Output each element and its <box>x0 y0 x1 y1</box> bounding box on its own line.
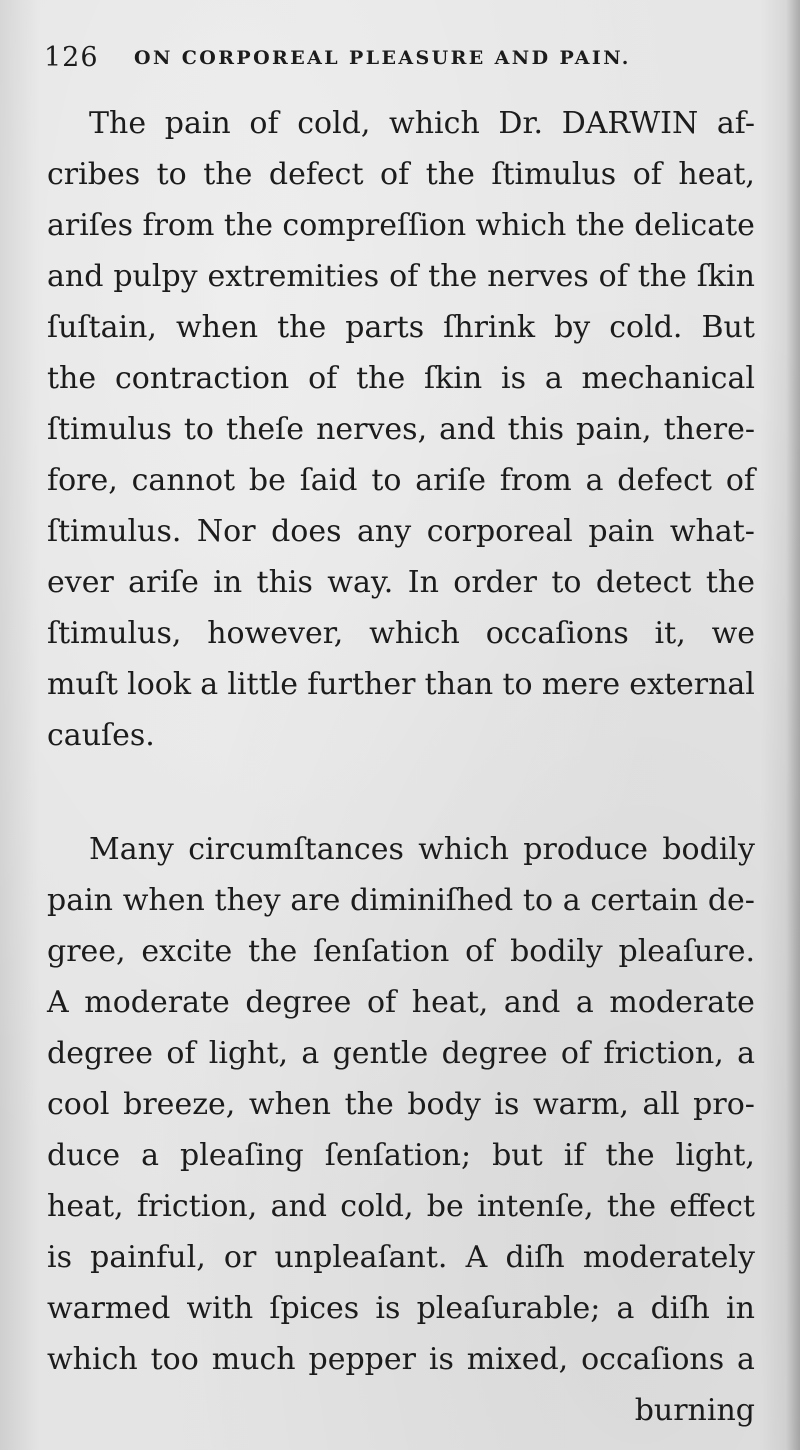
word: nerves, <box>316 412 428 447</box>
word: bodily <box>662 832 755 867</box>
word: a <box>200 667 219 702</box>
word: but <box>492 1138 543 1173</box>
word: A <box>47 985 69 1020</box>
word: the <box>605 1138 655 1173</box>
word: are <box>290 883 341 918</box>
word: effect <box>669 1189 755 1224</box>
word: which <box>475 208 567 243</box>
word: unpleaſant. <box>274 1240 448 1275</box>
page-number: 126 <box>44 42 99 73</box>
word: is <box>47 1240 72 1275</box>
word: pleaſurable; <box>416 1291 601 1326</box>
word: pain, <box>576 412 652 447</box>
text-line <box>47 824 755 875</box>
word: a <box>575 985 594 1020</box>
word: a <box>585 463 604 498</box>
text-line <box>47 659 755 710</box>
word: ſkin <box>696 259 755 294</box>
paragraph-gap <box>47 761 755 824</box>
word: too <box>150 1342 199 1377</box>
word: of <box>725 463 755 498</box>
word: ſenſation <box>313 934 450 969</box>
word: of <box>308 361 338 396</box>
word: painful, <box>90 1240 206 1275</box>
word: is <box>375 1291 401 1326</box>
word: cribes <box>47 157 141 192</box>
word: ſhrink <box>443 310 536 345</box>
word: in <box>213 565 243 600</box>
word: of <box>560 1036 591 1071</box>
word: the <box>637 259 687 294</box>
running-head: ON CORPOREAL PLEASURE AND PAIN. <box>134 47 631 69</box>
word: degree <box>245 985 352 1020</box>
word: extremities <box>207 259 380 294</box>
word: the <box>248 934 298 969</box>
word: to <box>502 667 533 702</box>
word: this <box>256 565 313 600</box>
word: the <box>223 208 273 243</box>
word: pepper <box>308 1342 416 1377</box>
word: diminiſhed <box>350 883 514 918</box>
word: ſkin <box>424 361 483 396</box>
word: cold, <box>297 106 371 141</box>
word: of <box>166 1036 196 1071</box>
word: warmed <box>47 1291 171 1326</box>
word: than <box>424 667 494 702</box>
word: and <box>503 985 561 1020</box>
word: defect <box>617 463 712 498</box>
word: this <box>507 412 564 447</box>
text-line <box>47 1334 755 1385</box>
word: does <box>271 514 342 549</box>
word: the <box>425 157 475 192</box>
word: of <box>366 985 397 1020</box>
word: ſtimulus <box>47 412 172 447</box>
word: little <box>227 667 298 702</box>
word: further <box>307 667 416 702</box>
word: a <box>737 1036 755 1071</box>
word: a <box>301 1036 320 1071</box>
word: pro- <box>693 1087 755 1122</box>
word: the <box>575 208 625 243</box>
word: the <box>277 310 327 345</box>
word: to <box>522 883 554 918</box>
word: theſe <box>226 412 305 447</box>
text-line <box>47 302 755 353</box>
word: DARWIN <box>561 106 699 141</box>
word: mechanical <box>581 361 755 396</box>
word: in <box>726 1291 755 1326</box>
word: nerves <box>487 259 589 294</box>
word: all <box>642 1087 680 1122</box>
word: to <box>551 565 582 600</box>
word: In <box>407 565 439 600</box>
word: cool <box>47 1087 110 1122</box>
word: of <box>389 259 419 294</box>
word: warm, <box>532 1087 629 1122</box>
word: muſt <box>47 667 118 702</box>
word: and <box>439 412 496 447</box>
word: which <box>418 832 509 867</box>
word: when <box>122 883 205 918</box>
word: Many <box>89 832 174 867</box>
word: is <box>501 361 527 396</box>
word: the <box>705 565 755 600</box>
word: the <box>356 361 406 396</box>
body-text <box>47 98 755 1436</box>
word: moderate <box>609 985 755 1020</box>
word: they <box>214 883 281 918</box>
word: from <box>142 208 215 243</box>
word: body <box>407 1087 481 1122</box>
word: pain <box>588 514 655 549</box>
word: ſtimulus <box>491 157 617 192</box>
word: and <box>270 1189 327 1224</box>
word: the <box>428 259 478 294</box>
word: de- <box>707 883 755 918</box>
text-line <box>47 1130 755 1181</box>
word: much <box>211 1342 296 1377</box>
word: cold. <box>609 310 683 345</box>
word: with <box>186 1291 254 1326</box>
text-line <box>47 1232 755 1283</box>
word: pleaſing <box>180 1138 304 1173</box>
word: friction, <box>603 1036 724 1071</box>
word: fore, <box>47 463 118 498</box>
word: to <box>183 412 214 447</box>
text-line <box>47 1181 755 1232</box>
word: ariſe <box>415 463 486 498</box>
page-header <box>44 42 744 82</box>
word: moderately <box>582 1240 755 1275</box>
word: the <box>344 1087 394 1122</box>
text-line <box>47 557 755 608</box>
word: we <box>711 616 755 651</box>
word: breeze, <box>123 1087 236 1122</box>
text-line <box>47 1283 755 1334</box>
word: any <box>357 514 412 549</box>
word: when <box>248 1087 331 1122</box>
word: bodily <box>510 934 603 969</box>
word: of <box>598 259 628 294</box>
word: is <box>494 1087 520 1122</box>
word: a <box>544 361 563 396</box>
word: degree <box>47 1036 154 1071</box>
text-line <box>47 149 755 200</box>
word: a <box>737 1342 755 1377</box>
word: of <box>465 934 495 969</box>
word: mere <box>541 667 621 702</box>
word: pain <box>47 883 114 918</box>
word: pleaſure. <box>618 934 755 969</box>
word: The <box>89 106 147 141</box>
text-line <box>47 608 755 659</box>
word: be <box>426 1189 464 1224</box>
word: ariſe <box>128 565 199 600</box>
word: heat, <box>678 157 755 192</box>
word: contraction <box>114 361 290 396</box>
word: there- <box>663 412 755 447</box>
word: the <box>606 1189 656 1224</box>
word: degree <box>441 1036 548 1071</box>
text-line <box>47 977 755 1028</box>
word: intenſe, <box>477 1189 594 1224</box>
text-line <box>47 200 755 251</box>
word: ſtimulus, <box>47 616 182 651</box>
word: if <box>563 1138 585 1173</box>
word: light, <box>208 1036 289 1071</box>
word: occaſions <box>581 1342 725 1377</box>
text-line <box>47 98 755 149</box>
word: mixed, <box>466 1342 569 1377</box>
word: diſh <box>650 1291 710 1326</box>
paragraph-2 <box>47 824 755 1385</box>
word: cold, <box>340 1189 414 1224</box>
text-line <box>47 1028 755 1079</box>
word: cannot <box>131 463 236 498</box>
word: ariſes <box>47 208 134 243</box>
word: and <box>47 259 104 294</box>
word: But <box>701 310 755 345</box>
word: delicate <box>634 208 755 243</box>
word: to <box>371 463 402 498</box>
word: is <box>428 1342 454 1377</box>
word: light, <box>675 1138 755 1173</box>
word: corporeal <box>426 514 573 549</box>
word: Dr. <box>498 106 544 141</box>
word: occaſions <box>485 616 629 651</box>
word: gentle <box>332 1036 429 1071</box>
word: which <box>389 106 480 141</box>
word: certain <box>590 883 699 918</box>
word: pain <box>164 106 231 141</box>
word: a <box>141 1138 160 1173</box>
word: produce <box>523 832 648 867</box>
word: however, <box>207 616 344 651</box>
paragraph-1 <box>47 98 755 761</box>
word: heat, <box>411 985 489 1020</box>
text-line <box>47 404 755 455</box>
word: duce <box>47 1138 121 1173</box>
text-line-last: cauſes. <box>47 718 155 753</box>
word: ſenſation; <box>324 1138 472 1173</box>
word: friction, <box>136 1189 258 1224</box>
catchword: burning <box>634 1393 755 1428</box>
word: to <box>156 157 187 192</box>
word: Nor <box>196 514 256 549</box>
word: parts <box>345 310 425 345</box>
text-line <box>47 251 755 302</box>
word: it, <box>654 616 686 651</box>
text-line <box>47 926 755 977</box>
word: ſpices <box>269 1291 360 1326</box>
word: be <box>248 463 286 498</box>
word: defect <box>268 157 364 192</box>
word: which <box>47 1342 138 1377</box>
word: the <box>203 157 253 192</box>
word: from <box>499 463 572 498</box>
word: circumſtances <box>188 832 404 867</box>
word: external <box>629 667 755 702</box>
text-line <box>47 875 755 926</box>
word: by <box>554 310 591 345</box>
text-line <box>47 1079 755 1130</box>
word: af- <box>716 106 755 141</box>
word: pulpy <box>113 259 198 294</box>
word: moderate <box>84 985 230 1020</box>
text-line <box>47 506 755 557</box>
word: excite <box>141 934 233 969</box>
word: ſtimulus. <box>47 514 182 549</box>
word: when <box>175 310 259 345</box>
word: ſuſtain, <box>47 310 157 345</box>
word: gree, <box>47 934 126 969</box>
word: of <box>249 106 279 141</box>
word: detect <box>595 565 692 600</box>
word: ever <box>47 565 114 600</box>
word: what- <box>669 514 755 549</box>
page-edge-shadow <box>786 0 800 1450</box>
word: ſaid <box>299 463 358 498</box>
word: diſh <box>505 1240 565 1275</box>
word: the <box>47 361 97 396</box>
word: A <box>465 1240 488 1275</box>
word: order <box>453 565 537 600</box>
word: way. <box>327 565 394 600</box>
text-line <box>47 455 755 506</box>
word: a <box>562 883 581 918</box>
word: which <box>369 616 460 651</box>
word: a <box>616 1291 635 1326</box>
word: compreſſion <box>282 208 467 243</box>
word: look <box>127 667 192 702</box>
word: heat, <box>47 1189 124 1224</box>
word: or <box>223 1240 257 1275</box>
word: of <box>632 157 662 192</box>
word: of <box>380 157 410 192</box>
text-line <box>47 353 755 404</box>
